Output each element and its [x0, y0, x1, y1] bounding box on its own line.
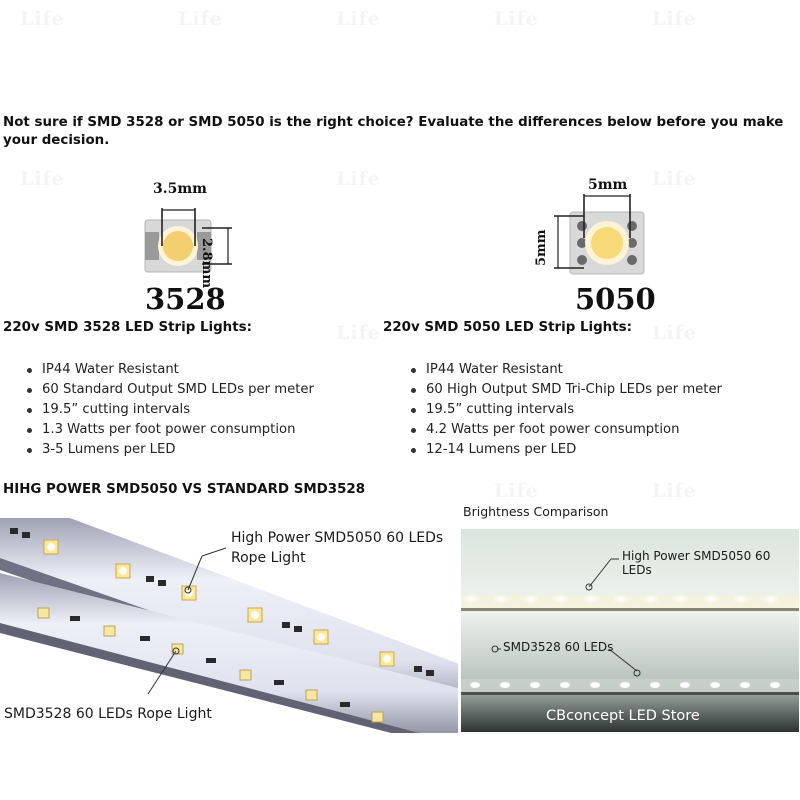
- brightness-photo: [461, 529, 799, 732]
- high-power-label: [231, 528, 443, 568]
- chip-3528-figure: [140, 180, 260, 289]
- chip-5050-name: 5050: [575, 282, 656, 316]
- watermark: [336, 168, 381, 190]
- watermark: [336, 8, 381, 30]
- watermark: [652, 480, 697, 502]
- spec-5050-list: [384, 360, 794, 460]
- list-item: 60 Standard Output SMD LEDs per meter: [0, 380, 380, 400]
- intro-text: Not sure if SMD 3528 or SMD 5050 is the right choice? Evaluate the differences below before you make your decision.: [3, 115, 784, 148]
- watermark: [652, 8, 697, 30]
- watermark: [652, 322, 697, 344]
- list-item: 12-14 Lumens per LED: [384, 440, 794, 460]
- list-item: IP44 Water Resistant: [384, 360, 794, 380]
- watermark: [652, 168, 697, 190]
- chip-3528-name: 3528: [145, 282, 226, 316]
- high-power-label-line1: High Power SMD5050 60 LEDs: [231, 530, 444, 546]
- list-item: 60 High Output SMD Tri-Chip LEDs per meter: [384, 380, 794, 400]
- brightness-standard-label: SMD3528 60 LEDs: [503, 640, 614, 654]
- chip-5050-height-label: 5mm: [534, 229, 549, 266]
- comparison-title: HIHG POWER SMD5050 VS STANDARD SMD3528: [3, 482, 366, 497]
- spec-3528-title: 220v SMD 3528 LED Strip Lights:: [3, 320, 252, 335]
- spec-5050-title: 220v SMD 5050 LED Strip Lights:: [383, 320, 632, 335]
- high-power-label-line2: Rope Light: [231, 550, 306, 566]
- list-item: 1.3 Watts per foot power consumption: [0, 420, 380, 440]
- chip-3528-width-label: 3.5mm: [153, 181, 207, 197]
- chip-5050-width-label: 5mm: [588, 177, 628, 193]
- list-item: 3-5 Lumens per LED: [0, 440, 380, 460]
- watermark: [20, 8, 65, 30]
- rope-light-photo: [0, 518, 458, 733]
- watermark: [178, 8, 223, 30]
- list-item: IP44 Water Resistant: [0, 360, 380, 380]
- list-item: 19.5” cutting intervals: [384, 400, 794, 420]
- watermark: [20, 168, 65, 190]
- store-label: CBconcept LED Store: [546, 708, 700, 724]
- chip-3528-height-label: 2.8mm: [199, 238, 214, 289]
- brightness-high-power-label: High Power SMD5050 60 LEDs: [622, 549, 771, 577]
- standard-label: SMD3528 60 LEDs Rope Light: [4, 706, 212, 722]
- watermark: [494, 480, 539, 502]
- watermark: [494, 8, 539, 30]
- brightness-heading: Brightness Comparison: [463, 504, 609, 519]
- chip-5050-figure: [530, 176, 650, 276]
- list-item: 4.2 Watts per foot power consumption: [384, 420, 794, 440]
- spec-3528-list: [0, 360, 380, 460]
- watermark: [336, 322, 381, 344]
- list-item: 19.5” cutting intervals: [0, 400, 380, 420]
